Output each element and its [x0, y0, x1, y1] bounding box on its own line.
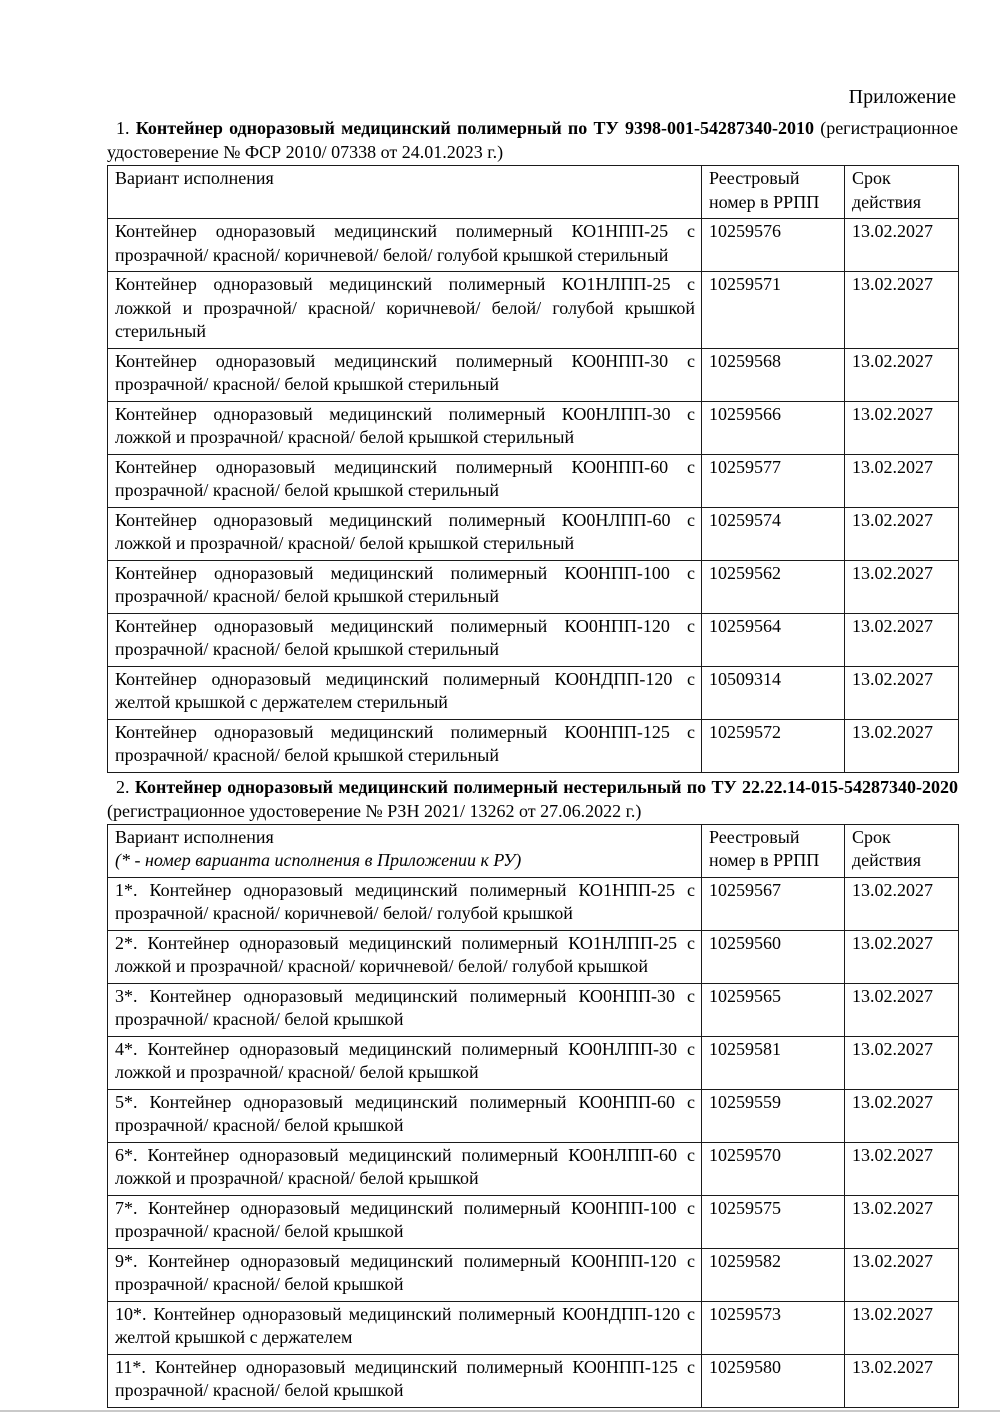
variant-cell: 7*. Контейнер одноразовый медицинский полимерный КО0НПП-100 с прозрачной/ красной/ белой крышкой	[108, 1195, 702, 1248]
document-content	[107, 84, 958, 1410]
table-row	[108, 1354, 959, 1407]
registry-number-header-cell: Реестровый номер в РРПП	[702, 824, 845, 877]
variant-cell: 5*. Контейнер одноразовый медицинский полимерный КО0НПП-60 с прозрачной/ красной/ белой крышкой	[108, 1089, 702, 1142]
validity-date-cell: 13.02.2027	[845, 1248, 959, 1301]
variant-header-label: Вариант исполнения	[115, 826, 274, 847]
table-section-1	[107, 165, 959, 773]
validity-date-cell: 13.02.2027	[845, 348, 959, 401]
variant-cell: Контейнер одноразовый медицинский полимерный КО0НПП-30 с прозрачной/ красной/ белой крышкой стерильный	[108, 348, 702, 401]
registry-number-cell: 10259574	[702, 507, 845, 560]
variant-cell: Контейнер одноразовый медицинский полимерный КО0НДПП-120 с желтой крышкой с держателем стерильный	[108, 666, 702, 719]
table-2-header-row	[108, 824, 959, 877]
table-section-2	[107, 824, 959, 1408]
variant-cell: Контейнер одноразовый медицинский полимерный КО0НПП-125 с прозрачной/ красной/ белой крышкой стерильный	[108, 719, 702, 772]
table-row	[108, 1195, 959, 1248]
registry-number-cell: 10259562	[702, 560, 845, 613]
section-1-number: 1.	[116, 118, 130, 138]
validity-date-cell: 13.02.2027	[845, 560, 959, 613]
validity-date-cell: 13.02.2027	[845, 219, 959, 272]
validity-date-cell: 13.02.2027	[845, 272, 959, 349]
validity-date-cell: 13.02.2027	[845, 1195, 959, 1248]
validity-date-cell: 13.02.2027	[845, 719, 959, 772]
variant-cell: 4*. Контейнер одноразовый медицинский полимерный КО0НЛПП-30 с ложкой и прозрачной/ красной/ белой крышкой	[108, 1036, 702, 1089]
validity-date-cell: 13.02.2027	[845, 877, 959, 930]
registry-number-cell: 10259572	[702, 719, 845, 772]
table-row	[108, 507, 959, 560]
registry-number-cell: 10259575	[702, 1195, 845, 1248]
registry-number-cell: 10259566	[702, 401, 845, 454]
validity-date-cell: 13.02.2027	[845, 401, 959, 454]
registry-number-cell: 10259567	[702, 877, 845, 930]
section-2-heading	[107, 775, 958, 823]
table-row	[108, 401, 959, 454]
section-2-number: 2.	[116, 776, 130, 797]
validity-date-cell: 13.02.2027	[845, 1036, 959, 1089]
table-row	[108, 1248, 959, 1301]
validity-date-cell: 13.02.2027	[845, 613, 959, 666]
variant-cell: 2*. Контейнер одноразовый медицинский полимерный КО1НЛПП-25 с ложкой и прозрачной/ красной/ коричневой/ белой/ голубой крышкой	[108, 930, 702, 983]
variant-cell: Контейнер одноразовый медицинский полимерный КО1НЛПП-25 с ложкой и прозрачной/ красной/ коричневой/ белой/ голубой крышкой стерильный	[108, 272, 702, 349]
section-1-heading	[107, 116, 958, 164]
registry-number-cell: 10259577	[702, 454, 845, 507]
table-row	[108, 877, 959, 930]
appendix-label: Приложение	[848, 86, 956, 108]
table-row	[108, 1142, 959, 1195]
registry-number-cell: 10509314	[702, 666, 845, 719]
registry-number-cell: 10259560	[702, 930, 845, 983]
registry-number-cell: 10259573	[702, 1301, 845, 1354]
registry-number-cell: 10259582	[702, 1248, 845, 1301]
section-2-title: Контейнер одноразовый медицинский полимерный нестерильный по ТУ 22.22.14-015-54287340-2020	[134, 776, 958, 797]
variant-cell: 6*. Контейнер одноразовый медицинский полимерный КО0НЛПП-60 с ложкой и прозрачной/ красной/ белой крышкой	[108, 1142, 702, 1195]
validity-date-cell: 13.02.2027	[845, 1089, 959, 1142]
variant-cell: 10*. Контейнер одноразовый медицинский полимерный КО0НДПП-120 с желтой крышкой с держателем	[108, 1301, 702, 1354]
variant-cell: Контейнер одноразовый медицинский полимерный КО1НПП-25 с прозрачной/ красной/ коричневой/ белой/ голубой крышкой стерильный	[108, 219, 702, 272]
table-row	[108, 560, 959, 613]
variant-cell: 11*. Контейнер одноразовый медицинский полимерный КО0НПП-125 с прозрачной/ красной/ белой крышкой	[108, 1354, 702, 1407]
validity-date-cell: 13.02.2027	[845, 930, 959, 983]
table-row	[108, 930, 959, 983]
registry-number-cell: 10259559	[702, 1089, 845, 1142]
table-row	[108, 1089, 959, 1142]
variant-cell: 9*. Контейнер одноразовый медицинский полимерный КО0НПП-120 с прозрачной/ красной/ белой крышкой	[108, 1248, 702, 1301]
table-row	[108, 272, 959, 349]
variant-cell: 1*. Контейнер одноразовый медицинский полимерный КО1НПП-25 с прозрачной/ красной/ коричневой/ белой/ голубой крышкой	[108, 877, 702, 930]
registry-number-cell: 10259581	[702, 1036, 845, 1089]
section-1-registration: (регистрационное удостоверение № ФСР 2010/ 07338 от 24.01.2023 г.)	[107, 118, 959, 162]
table-row	[108, 666, 959, 719]
table-1-header-row	[108, 166, 959, 219]
variant-header-cell	[108, 824, 702, 877]
validity-date-cell: 13.02.2027	[845, 507, 959, 560]
variant-header-cell: Вариант исполнения	[108, 166, 702, 219]
variant-header-note: (* - номер варианта исполнения в Приложении к РУ)	[115, 850, 522, 870]
variant-cell: Контейнер одноразовый медицинский полимерный КО0НЛПП-60 с ложкой и прозрачной/ красной/ белой крышкой стерильный	[108, 507, 702, 560]
table-row	[108, 454, 959, 507]
validity-date-cell: 13.02.2027	[845, 454, 959, 507]
registry-number-cell: 10259568	[702, 348, 845, 401]
variant-cell: Контейнер одноразовый медицинский полимерный КО0НПП-100 с прозрачной/ красной/ белой крышкой стерильный	[108, 560, 702, 613]
scan-page-edge	[0, 1410, 1000, 1412]
table-row	[108, 613, 959, 666]
validity-date-cell: 13.02.2027	[845, 983, 959, 1036]
table-row	[108, 219, 959, 272]
validity-header-cell: Срок действия	[845, 166, 959, 219]
registry-number-cell: 10259564	[702, 613, 845, 666]
table-row	[108, 983, 959, 1036]
registry-number-cell: 10259580	[702, 1354, 845, 1407]
table-row	[108, 719, 959, 772]
table-row	[108, 1036, 959, 1089]
registry-number-cell: 10259565	[702, 983, 845, 1036]
variant-cell: Контейнер одноразовый медицинский полимерный КО0НПП-60 с прозрачной/ красной/ белой крышкой стерильный	[108, 454, 702, 507]
registry-number-cell: 10259576	[702, 219, 845, 272]
validity-date-cell: 13.02.2027	[845, 1142, 959, 1195]
validity-header-cell: Срок действия	[845, 824, 959, 877]
variant-cell: 3*. Контейнер одноразовый медицинский полимерный КО0НПП-30 с прозрачной/ красной/ белой крышкой	[108, 983, 702, 1036]
table-row	[108, 348, 959, 401]
section-2-registration: (регистрационное удостоверение № РЗН 2021/ 13262 от 27.06.2022 г.)	[107, 800, 642, 821]
registry-number-cell: 10259570	[702, 1142, 845, 1195]
validity-date-cell: 13.02.2027	[845, 1301, 959, 1354]
variant-cell: Контейнер одноразовый медицинский полимерный КО0НЛПП-30 с ложкой и прозрачной/ красной/ белой крышкой стерильный	[108, 401, 702, 454]
section-1-title: Контейнер одноразовый медицинский полимерный по ТУ 9398-001-54287340-2010	[135, 118, 814, 138]
validity-date-cell: 13.02.2027	[845, 1354, 959, 1407]
registry-number-header-cell: Реестровый номер в РРПП	[702, 166, 845, 219]
validity-date-cell: 13.02.2027	[845, 666, 959, 719]
registry-number-cell: 10259571	[702, 272, 845, 349]
table-row	[108, 1301, 959, 1354]
variant-cell: Контейнер одноразовый медицинский полимерный КО0НПП-120 с прозрачной/ красной/ белой крышкой стерильный	[108, 613, 702, 666]
